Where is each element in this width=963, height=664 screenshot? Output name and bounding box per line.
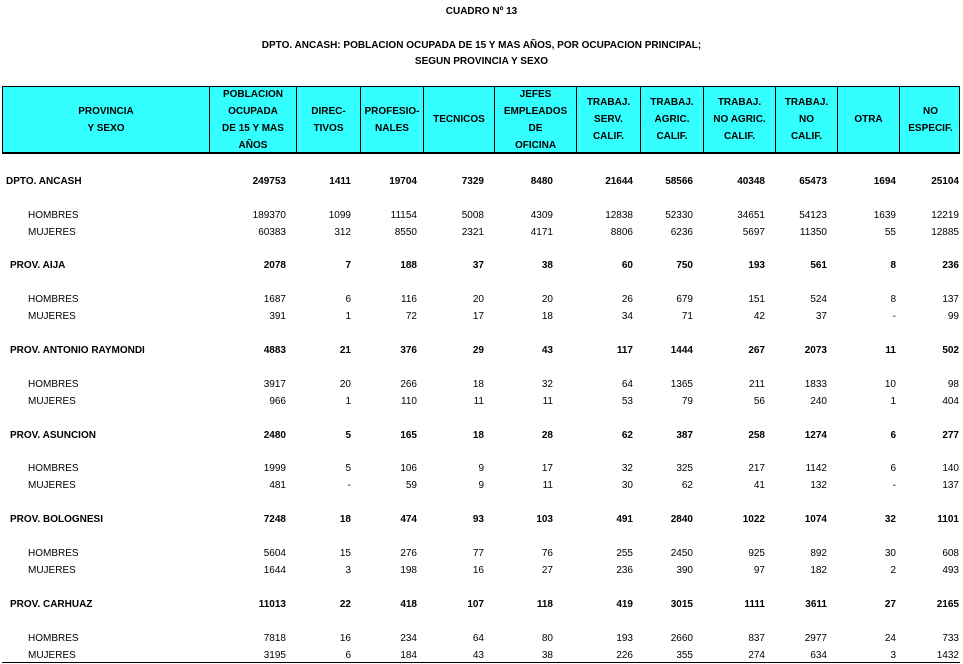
table-cell: 99 [947, 311, 959, 322]
table-cell: 193 [748, 260, 765, 271]
table-cell: 3611 [805, 599, 827, 610]
table-cell: 20 [472, 294, 484, 305]
table-cell: 32 [541, 379, 553, 390]
table-cell: 9 [478, 463, 484, 474]
row-label: HOMBRES [28, 548, 79, 559]
table-row [0, 309, 963, 325]
table-cell: 2 [890, 565, 896, 576]
row-label: PROV. CARHUAZ [10, 599, 93, 610]
table-cell: 236 [616, 565, 633, 576]
table-cell: 276 [400, 548, 417, 559]
row-label: PROV. AIJA [10, 260, 66, 271]
table-cell: 1687 [263, 294, 286, 305]
table-cell: 837 [748, 633, 765, 644]
table-row [0, 631, 963, 647]
table-cell: 7 [345, 260, 351, 271]
table-cell: 188 [400, 260, 417, 271]
table-cell: 38 [541, 260, 553, 271]
table-cell: 240 [810, 396, 827, 407]
table-row [0, 225, 963, 241]
table-cell: 5697 [742, 227, 765, 238]
table-cell: 103 [536, 514, 553, 525]
table-cell: 42 [753, 311, 765, 322]
table-cell: 30 [884, 548, 896, 559]
table-cell: 9 [478, 480, 484, 491]
table-cell: 6 [890, 430, 896, 441]
column-header: TRABAJ. SERV. CALIF. [576, 87, 640, 152]
table-cell: 56 [753, 396, 765, 407]
table-cell: 11013 [258, 599, 286, 610]
table-cell: 18 [472, 430, 484, 441]
table-cell: 217 [748, 463, 765, 474]
table-cell: 3 [890, 650, 896, 661]
column-header: PROFESIO- NALES [360, 87, 423, 152]
table-cell: 524 [810, 294, 827, 305]
table-cell: 258 [748, 430, 765, 441]
table-cell: 11 [542, 396, 553, 407]
table-cell: 25104 [931, 176, 959, 187]
table-cell: 21 [339, 345, 351, 356]
table-cell: 750 [676, 260, 693, 271]
table-cell: 24 [884, 633, 896, 644]
row-label: MUJERES [28, 311, 76, 322]
column-header: TECNICOS [423, 87, 494, 152]
table-row [0, 208, 963, 224]
table-cell: 966 [269, 396, 286, 407]
table-cell: 561 [810, 260, 827, 271]
row-label: MUJERES [28, 227, 76, 238]
table-cell: 267 [748, 345, 765, 356]
table-cell: 98 [947, 379, 959, 390]
table-cell: 8 [890, 260, 896, 271]
column-header: PROVINCIA Y SEXO [78, 105, 134, 134]
table-cell: 40348 [737, 176, 765, 187]
column-header: TRABAJ. NO AGRIC. CALIF. [703, 87, 775, 152]
row-label: MUJERES [28, 650, 76, 661]
row-label: HOMBRES [28, 379, 79, 390]
table-cell: 5008 [461, 210, 484, 221]
table-cell: 62 [681, 480, 693, 491]
table-cell: 43 [472, 650, 484, 661]
table-row [0, 174, 963, 190]
table-cell: 419 [616, 599, 633, 610]
table-cell: 19704 [389, 176, 417, 187]
row-label: MUJERES [28, 480, 76, 491]
table-cell: 28 [541, 430, 553, 441]
table-cell: 64 [621, 379, 633, 390]
table-cell: 1142 [805, 463, 827, 474]
table-cell: 325 [676, 463, 693, 474]
table-cell: 12219 [931, 210, 959, 221]
table-cell: 249753 [252, 176, 286, 187]
row-label: MUJERES [28, 565, 76, 576]
table-cell: 8550 [394, 227, 417, 238]
table-cell: 3015 [670, 599, 693, 610]
table-cell: 2840 [670, 514, 693, 525]
header-rule [2, 153, 960, 154]
row-label: HOMBRES [28, 463, 79, 474]
table-cell: 7818 [263, 633, 286, 644]
table-row [0, 597, 963, 613]
table-cell: 12885 [931, 227, 959, 238]
table-cell: 151 [748, 294, 765, 305]
table-cell: 132 [810, 480, 827, 491]
table-cell: 165 [400, 430, 417, 441]
table-cell: 53 [621, 396, 633, 407]
table-cell: 5 [345, 463, 351, 474]
table-cell: 34651 [737, 210, 765, 221]
table-cell: 2480 [263, 430, 286, 441]
table-cell: 16 [472, 565, 484, 576]
table-cell: 2078 [263, 260, 286, 271]
table-row [0, 258, 963, 274]
table-title: DPTO. ANCASH: POBLACION OCUPADA DE 15 Y MAS AÑOS, POR OCUPACION PRINCIPAL; [261, 40, 702, 51]
column-header: TRABAJ. AGRIC. CALIF. [640, 87, 703, 152]
table-cell: 41 [753, 480, 765, 491]
table-cell: 11 [885, 345, 896, 356]
table-cell: 198 [400, 565, 417, 576]
table-row [0, 512, 963, 528]
table-cell: 5 [345, 430, 351, 441]
table-cell: 1274 [804, 430, 827, 441]
table-cell: 193 [616, 633, 633, 644]
table-cell: 10 [884, 379, 896, 390]
table-cell: 6 [345, 650, 351, 661]
table-cell: 418 [400, 599, 417, 610]
table-cell: 8 [890, 294, 896, 305]
table-row [0, 394, 963, 410]
table-cell: 733 [942, 633, 959, 644]
table-cell: 2073 [804, 345, 827, 356]
table-cell: 2321 [461, 227, 484, 238]
table-row [0, 428, 963, 444]
table-cell: 1101 [937, 514, 959, 525]
table-cell: 43 [541, 345, 553, 356]
column-header: TRABAJ. NO CALIF. [775, 87, 837, 152]
table-cell: 1365 [670, 379, 693, 390]
table-cell: 1432 [936, 650, 959, 661]
table-cell: 110 [401, 396, 417, 407]
table-cell: 274 [748, 650, 765, 661]
table-cell: 140 [942, 463, 959, 474]
table-cell: 390 [676, 565, 693, 576]
table-cell: 76 [541, 548, 553, 559]
table-cell: 116 [401, 294, 417, 305]
table-cell: 34 [621, 311, 633, 322]
table-cell: 15 [339, 548, 351, 559]
table-cell: 27 [541, 565, 553, 576]
table-cell: 1999 [263, 463, 286, 474]
table-cell: 77 [472, 548, 484, 559]
table-cell: 4883 [263, 345, 286, 356]
table-row [0, 377, 963, 393]
table-cell: 234 [400, 633, 417, 644]
table-cell: 226 [616, 650, 633, 661]
table-cell: 4309 [530, 210, 553, 221]
row-label: HOMBRES [28, 294, 79, 305]
table-cell: 64 [472, 633, 484, 644]
table-cell: 11 [473, 396, 484, 407]
table-cell: 312 [334, 227, 351, 238]
table-row [0, 546, 963, 562]
table-cell: 3 [345, 565, 351, 576]
table-cell: 493 [942, 565, 959, 576]
table-cell: 52330 [665, 210, 693, 221]
table-cell: 1694 [873, 176, 896, 187]
table-cell: 2450 [670, 548, 693, 559]
table-cell: 1099 [328, 210, 351, 221]
table-cell: 118 [536, 599, 553, 610]
table-cell: 1 [345, 396, 351, 407]
table-cell: 11350 [799, 227, 827, 238]
table-cell: 60383 [258, 227, 286, 238]
table-cell: 38 [541, 650, 553, 661]
table-number: CUADRO Nº 13 [445, 6, 518, 17]
row-label: HOMBRES [28, 210, 79, 221]
table-cell: 277 [942, 430, 959, 441]
table-cell: 27 [884, 599, 896, 610]
row-label: PROV. BOLOGNESI [10, 514, 103, 525]
table-cell: 2977 [804, 633, 827, 644]
table-cell: 892 [810, 548, 827, 559]
table-cell: 2660 [670, 633, 693, 644]
table-cell: 37 [815, 311, 827, 322]
table-row [0, 292, 963, 308]
table-cell: 608 [942, 548, 959, 559]
table-cell: 1444 [670, 345, 693, 356]
table-cell: 189370 [252, 210, 286, 221]
table-cell: 1022 [742, 514, 765, 525]
table-cell: 80 [541, 633, 553, 644]
column-header: DIREC- TIVOS [296, 87, 360, 152]
row-label: DPTO. ANCASH [6, 176, 82, 187]
table-cell: 266 [400, 379, 417, 390]
table-cell: 58566 [665, 176, 693, 187]
column-header: POBLACION OCUPADA DE 15 Y MAS AÑOS [209, 87, 296, 152]
table-cell: 18 [472, 379, 484, 390]
table-cell: 1833 [804, 379, 827, 390]
table-cell: 3917 [263, 379, 286, 390]
table-cell: 1 [890, 396, 896, 407]
row-label: MUJERES [28, 396, 76, 407]
table-cell: 184 [400, 650, 417, 661]
table-cell: 255 [616, 548, 633, 559]
row-label: PROV. ASUNCION [10, 430, 96, 441]
row-label: PROV. ANTONIO RAYMONDI [10, 345, 145, 356]
table-cell: 391 [269, 311, 286, 322]
table-cell: 925 [748, 548, 765, 559]
table-cell: 97 [753, 565, 765, 576]
table-cell: 65473 [799, 176, 827, 187]
table-cell: 18 [339, 514, 351, 525]
table-cell: 59 [405, 480, 417, 491]
table-cell: 1111 [744, 599, 765, 610]
table-cell: 7329 [461, 176, 484, 187]
table-cell: 1074 [804, 514, 827, 525]
row-label: HOMBRES [28, 633, 79, 644]
table-cell: 236 [942, 260, 959, 271]
table-cell: 29 [472, 345, 484, 356]
table-cell: 106 [400, 463, 417, 474]
table-cell: 6 [890, 463, 896, 474]
table-cell: 387 [676, 430, 693, 441]
table-cell: 71 [681, 311, 693, 322]
table-row [0, 478, 963, 494]
table-header [2, 86, 960, 153]
table-cell: 376 [400, 345, 417, 356]
table-cell: 37 [472, 260, 484, 271]
table-cell: 634 [810, 650, 827, 661]
column-header: JEFES EMPLEADOS DE OFICINA [494, 87, 576, 152]
table-cell: 72 [405, 311, 417, 322]
table-cell: 20 [541, 294, 553, 305]
table-cell: 1644 [263, 565, 286, 576]
table-cell: 182 [810, 565, 827, 576]
table-cell: 20 [339, 379, 351, 390]
table-cell: 11 [542, 480, 553, 491]
table-cell: 137 [942, 294, 959, 305]
table-cell: 18 [541, 311, 553, 322]
table-cell: 404 [942, 396, 959, 407]
table-cell: 1411 [329, 176, 351, 187]
table-cell: 17 [541, 463, 553, 474]
table-cell: 481 [269, 480, 286, 491]
table-cell: 474 [400, 514, 417, 525]
table-cell: 355 [676, 650, 693, 661]
column-header: OTRA [837, 87, 899, 152]
table-cell: 32 [884, 514, 896, 525]
table-cell: - [892, 311, 896, 322]
table-cell: 2165 [936, 599, 959, 610]
table-cell: 60 [621, 260, 633, 271]
table-cell: 55 [884, 227, 896, 238]
table-cell: 211 [749, 379, 765, 390]
table-cell: 4171 [530, 227, 553, 238]
table-cell: 16 [339, 633, 351, 644]
table-cell: 7248 [263, 514, 286, 525]
table-cell: 17 [472, 311, 484, 322]
table-subtitle: SEGUN PROVINCIA Y SEXO [414, 56, 549, 67]
table-cell: 8806 [610, 227, 633, 238]
table-cell: 3195 [263, 650, 286, 661]
table-cell: - [892, 480, 896, 491]
table-cell: 22 [339, 599, 351, 610]
table-cell: 30 [621, 480, 633, 491]
table-row [0, 461, 963, 477]
table-row [0, 563, 963, 579]
table-cell: 1639 [873, 210, 896, 221]
table-cell: 93 [472, 514, 484, 525]
table-cell: 5604 [263, 548, 286, 559]
table-cell: 679 [676, 294, 693, 305]
table-cell: 8480 [530, 176, 553, 187]
table-cell: - [347, 480, 351, 491]
table-cell: 11154 [390, 210, 417, 221]
table-cell: 117 [616, 345, 633, 356]
table-cell: 21644 [605, 176, 633, 187]
table-cell: 107 [467, 599, 484, 610]
table-cell: 54123 [799, 210, 827, 221]
table-cell: 6 [345, 294, 351, 305]
table-cell: 62 [621, 430, 633, 441]
table-cell: 26 [621, 294, 633, 305]
table-cell: 502 [942, 345, 959, 356]
column-header: NO ESPECIF. [899, 87, 961, 152]
table-cell: 491 [616, 514, 633, 525]
table-cell: 12838 [605, 210, 633, 221]
table-row [0, 343, 963, 359]
table-cell: 32 [621, 463, 633, 474]
table-cell: 137 [942, 480, 959, 491]
table-cell: 1 [345, 311, 351, 322]
table-cell: 79 [681, 396, 693, 407]
table-cell: 6236 [670, 227, 693, 238]
